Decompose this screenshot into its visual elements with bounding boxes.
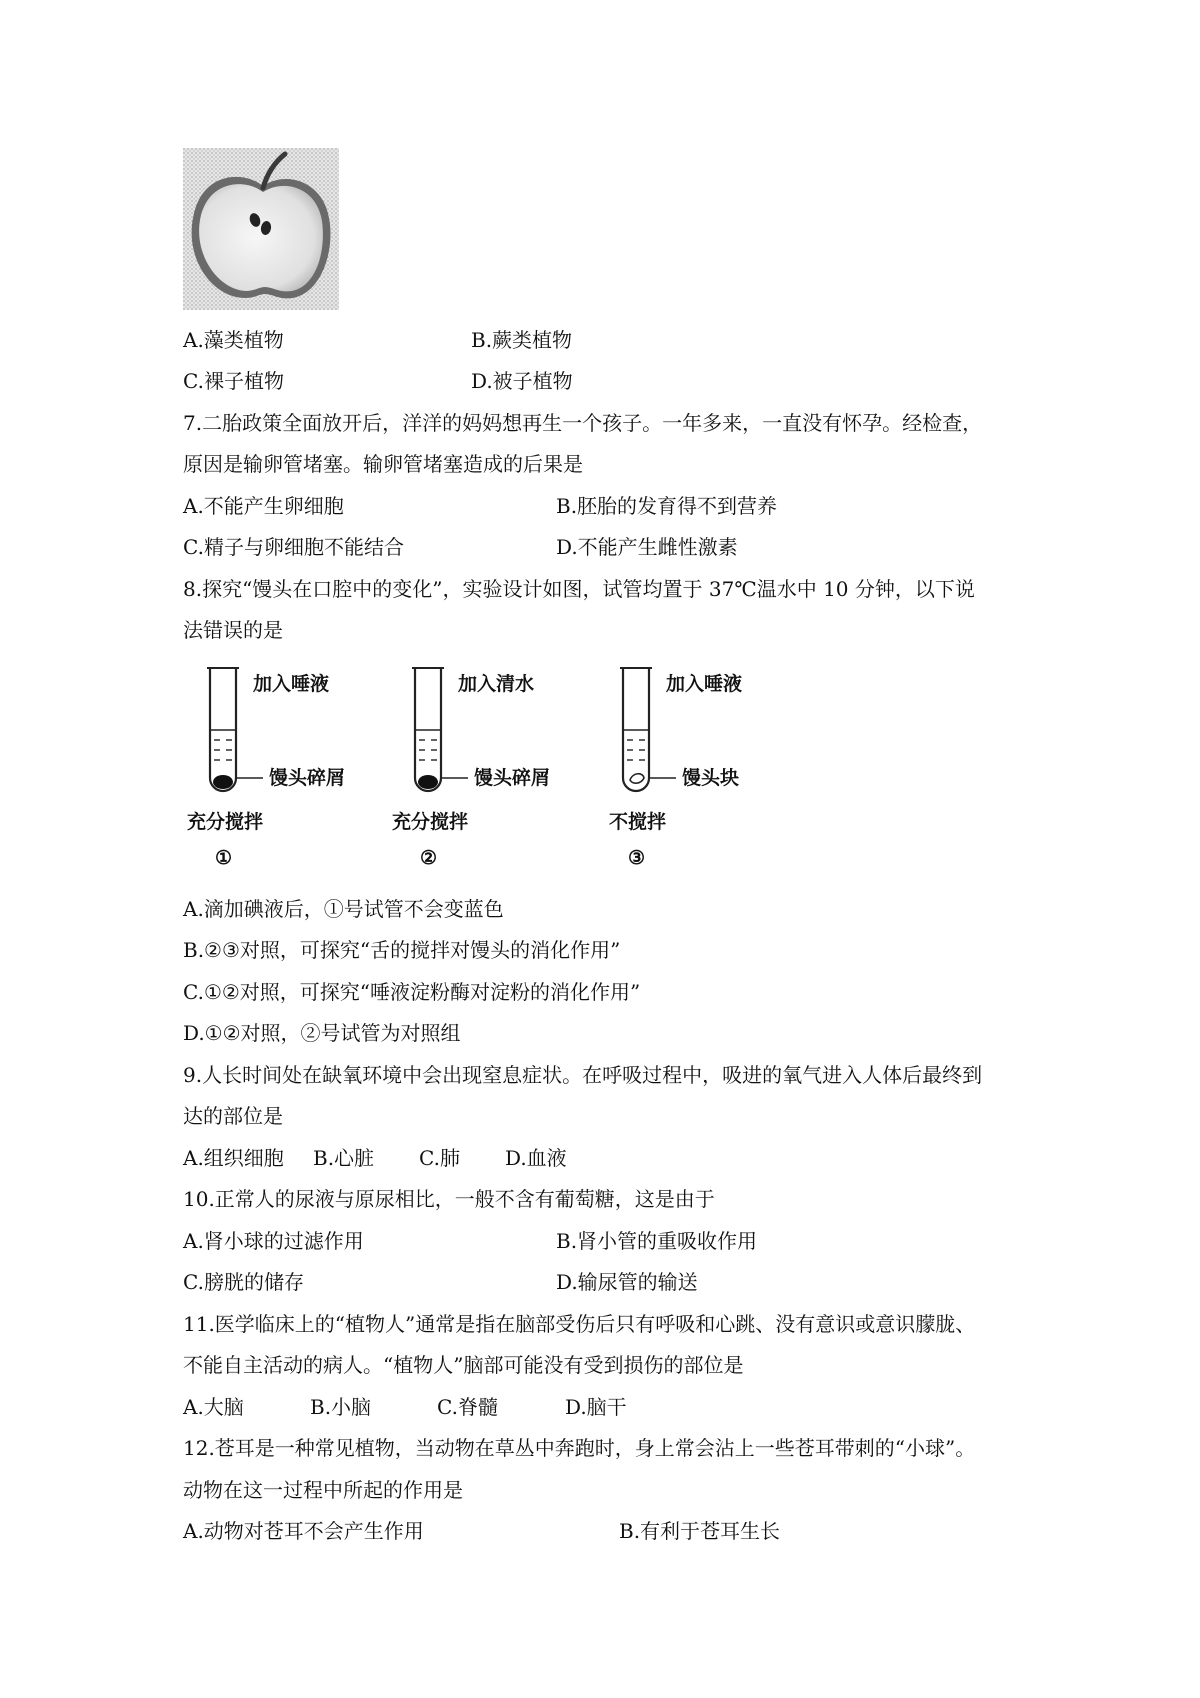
apple-cross-section-image <box>183 148 339 310</box>
q11-option-b: B.小脑 <box>310 1395 372 1419</box>
tube-1-content-label: 馒头碎屑 <box>269 767 346 789</box>
q9-options-row <box>183 1144 567 1172</box>
q9-stem-line1: 9.人长时间处在缺氧环境中会出现窒息症状。在呼吸过程中，吸进的氧气进入人体后最终到 <box>183 1063 983 1087</box>
q11-stem-line2: 不能自主活动的病人。“植物人”脑部可能没有受到损伤的部位是 <box>183 1353 744 1377</box>
q12-stem-line2: 动物在这一过程中所起的作用是 <box>183 1478 463 1502</box>
q11-stem-line1: 11.医学临床上的“植物人”通常是指在脑部受伤后只有呼吸和心跳、没有意识或意识朦胧、 <box>183 1312 976 1336</box>
q6-option-c: C.裸子植物 <box>183 369 284 393</box>
q11-option-d: D.脑干 <box>565 1395 627 1419</box>
q8-option-d: D.①②对照，②号试管为对照组 <box>183 1021 461 1045</box>
q10-option-c: C.膀胱的储存 <box>183 1270 304 1294</box>
q8-option-a: A.滴加碘液后，①号试管不会变蓝色 <box>183 897 504 921</box>
q8-option-c: C.①②对照，可探究“唾液淀粉酶对淀粉的消化作用” <box>183 980 641 1004</box>
tube-2-added-label: 加入清水 <box>458 673 535 695</box>
q9-option-b: B.心脏 <box>313 1146 375 1170</box>
q7-stem-line2: 原因是输卵管堵塞。输卵管堵塞造成的后果是 <box>183 452 583 476</box>
test-tube-figure <box>183 660 783 870</box>
q10-stem: 10.正常人的尿液与原尿相比，一般不含有葡萄糖，这是由于 <box>183 1187 715 1211</box>
q9-option-d: D.血液 <box>505 1146 567 1170</box>
q7-option-c: C.精子与卵细胞不能结合 <box>183 535 404 559</box>
tube-3-treatment-label: 不搅拌 <box>609 811 667 833</box>
q12-option-a: A.动物对苍耳不会产生作用 <box>183 1519 424 1543</box>
tube-1-treatment-label: 充分搅拌 <box>187 811 264 833</box>
q12-stem-line1: 12.苍耳是一种常见植物，当动物在草丛中奔跑时，身上常会沾上一些苍耳带刺的“小球”。 <box>183 1436 976 1460</box>
q7-option-a: A.不能产生卵细胞 <box>183 494 344 518</box>
q7-option-d: D.不能产生雌性激素 <box>556 535 738 559</box>
q8-option-b: B.②③对照，可探究“舌的搅拌对馒头的消化作用” <box>183 938 621 962</box>
q8-stem-line2: 法错误的是 <box>183 618 283 642</box>
tube-3-number: ③ <box>628 847 646 869</box>
q11-options-row <box>183 1393 627 1421</box>
q9-stem-line2: 达的部位是 <box>183 1104 283 1128</box>
tube-1-added-label: 加入唾液 <box>253 673 330 695</box>
tube-1-number: ① <box>215 847 233 869</box>
q6-option-a: A.藻类植物 <box>183 328 284 352</box>
q11-option-c: C.脊髓 <box>437 1395 498 1419</box>
q8-stem-line1: 8.探究“馒头在口腔中的变化”，实验设计如图，试管均置于 37℃温水中 10 分钟，以下说 <box>183 577 975 601</box>
tube-3-added-label: 加入唾液 <box>666 673 743 695</box>
tube-2-number: ② <box>420 847 438 869</box>
q10-option-b: B.肾小管的重吸收作用 <box>556 1229 758 1253</box>
q9-option-a: A.组织细胞 <box>183 1146 284 1170</box>
q6-option-d: D.被子植物 <box>471 369 573 393</box>
q9-option-c: C.肺 <box>419 1146 460 1170</box>
q6-option-b: B.蕨类植物 <box>471 328 573 352</box>
q7-stem-line1: 7.二胎政策全面放开后，洋洋的妈妈想再生一个孩子。一年多来，一直没有怀孕。经检查， <box>183 411 983 435</box>
tube-2-content-label: 馒头碎屑 <box>474 767 551 789</box>
tube-3-content-label: 馒头块 <box>682 767 740 789</box>
q7-option-b: B.胚胎的发育得不到营养 <box>556 494 778 518</box>
q12-option-b: B.有利于苍耳生长 <box>619 1519 781 1543</box>
tube-2-treatment-label: 充分搅拌 <box>392 811 469 833</box>
q10-option-a: A.肾小球的过滤作用 <box>183 1229 364 1253</box>
q10-option-d: D.输尿管的输送 <box>556 1270 698 1294</box>
q11-option-a: A.大脑 <box>183 1395 244 1419</box>
